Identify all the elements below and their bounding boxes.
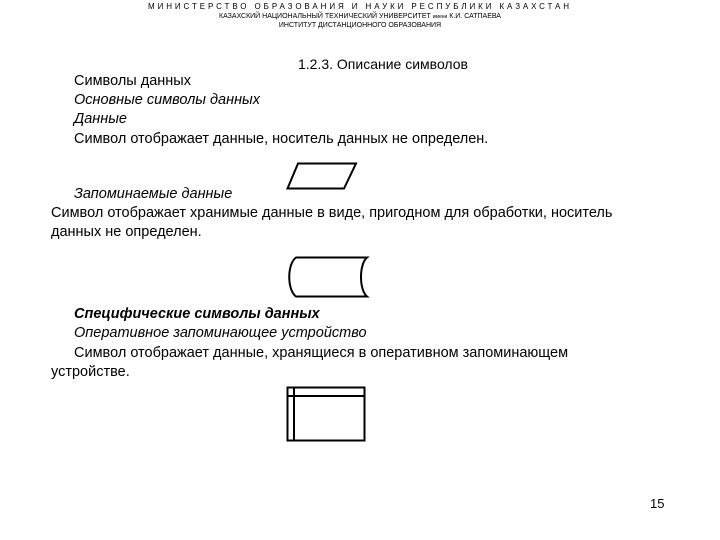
ram-label: Оперативное запоминающее устройство <box>74 325 367 341</box>
university-name: К.И. САТПАЕВА <box>447 13 501 20</box>
data-description: Символ отображает данные, носитель данных не определен. <box>74 131 489 147</box>
university-main: КАЗАХСКИЙ НАЦИОНАЛЬНЫЙ ТЕХНИЧЕСКИЙ УНИВЕРСИТЕТ <box>219 13 431 20</box>
stored-data-label: Запоминаемые данные <box>74 186 233 202</box>
specific-symbols-heading: Специфические символы данных <box>74 306 320 322</box>
stored-data-description-line1: Символ отображает хранимые данные в виде, пригодном для обработки, носитель <box>51 205 613 221</box>
data-symbols-heading: Символы данных <box>74 73 191 89</box>
data-symbol-parallelogram <box>286 162 358 190</box>
ministry-header: МИНИСТЕРСТВО ОБРАЗОВАНИЯ И НАУКИ РЕСПУБЛИКИ КАЗАХСТАН <box>148 2 572 11</box>
section-title: 1.2.3. Описание символов <box>298 56 468 72</box>
stored-data-description-line2: данных не определен. <box>51 224 202 240</box>
university-header <box>0 13 720 20</box>
ram-description-line1: Символ отображает данные, хранящиеся в оперативном запоминающем <box>74 345 569 361</box>
page-number: 15 <box>650 496 665 511</box>
university-small: имени <box>432 14 448 20</box>
institute-header: ИНСТИТУТ ДИСТАНЦИОННОГО ОБРАЗОВАНИЯ <box>278 22 442 29</box>
stored-data-symbol <box>283 256 369 298</box>
basic-symbols-heading: Основные символы данных <box>74 92 260 108</box>
ram-description-line2: устройстве. <box>51 364 130 380</box>
data-label: Данные <box>74 111 127 127</box>
ram-symbol <box>286 386 366 442</box>
